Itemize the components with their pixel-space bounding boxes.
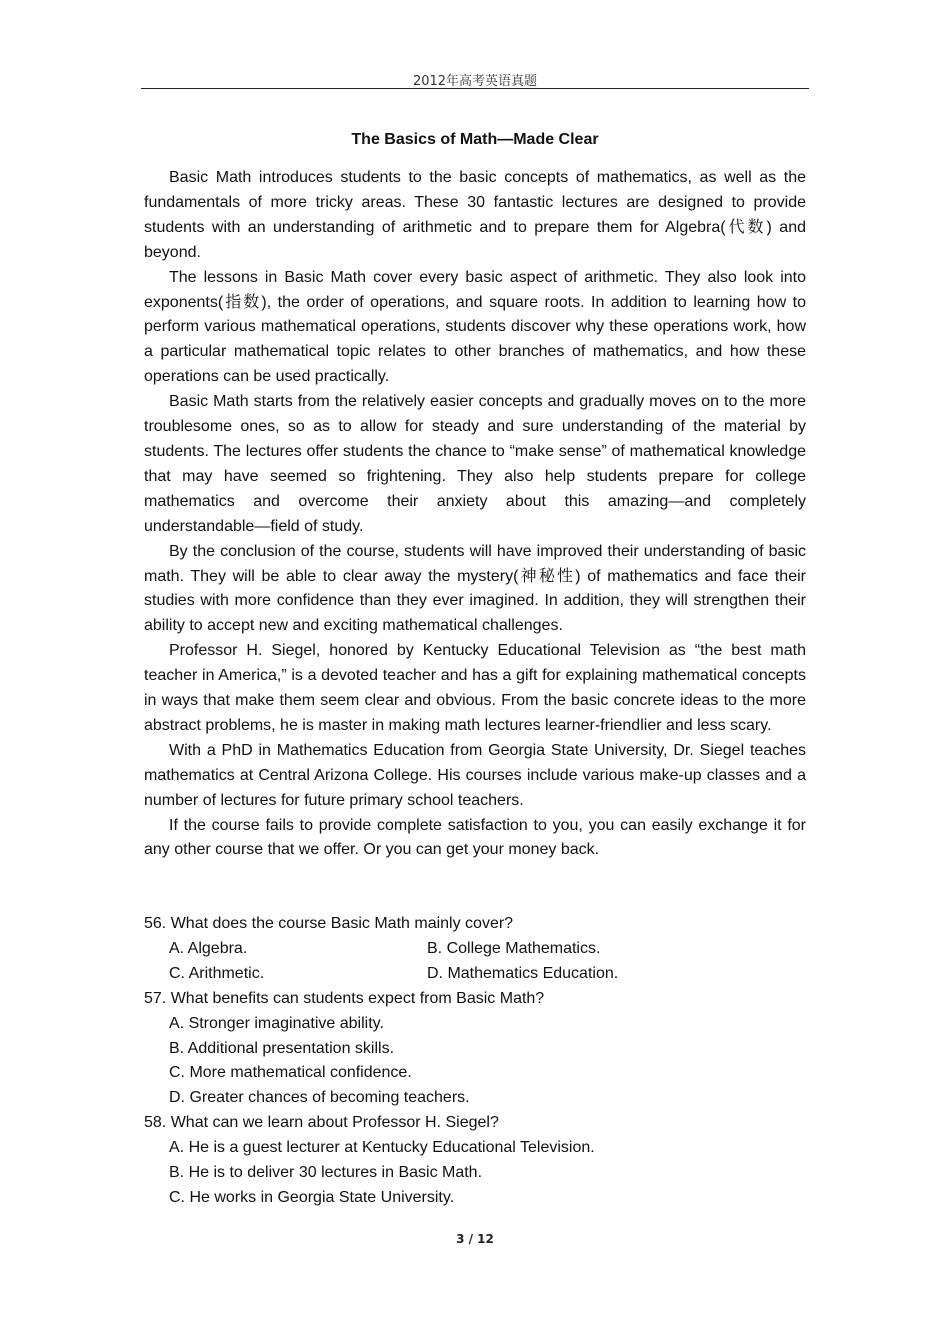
article-body — [144, 166, 806, 863]
question-58-option-b: B. He is to deliver 30 lectures in Basic Math. — [169, 1164, 483, 1182]
question-56-options-row-1 — [144, 937, 806, 962]
question-57-option-a: A. Stronger imaginative ability. — [169, 1014, 384, 1032]
article-paragraph: By the conclusion of the course, students will have improved their understanding of basic math. They will be able to clear away the mystery(神秘性) of mathematics and face their studies with more confidence than they ever imagined. In addition, they will strengthen their ability to accept new and exciting mathematical challenges. — [144, 542, 806, 635]
question-57-option-b: B. Additional presentation skills. — [169, 1039, 395, 1057]
article-paragraph: If the course fails to provide complete satisfaction to you, you can easily exchange it for any other course that we offer. Or you can get your money back. — [144, 816, 806, 859]
article-paragraph: Basic Math introduces students to the basic concepts of mathematics, as well as the fundamentals of more tricky areas. These 30 fantastic lectures are designed to provide students with an understanding of arithmetic and to prepare them for Algebra(代数) and beyond. — [144, 169, 806, 261]
question-56-options-row-2 — [144, 962, 806, 987]
article-title: The Basics of Math—Made Clear — [351, 131, 599, 148]
question-57-stem: 57. What benefits can students expect from Basic Math? — [144, 989, 545, 1007]
article-paragraph: Basic Math starts from the relatively easier concepts and gradually moves on to the more troublesome ones, so as to allow for steady and sure understanding of the material by students. The lectures offer students the chance to “make sense” of mathematical knowledge that may have seemed so frightening. They also help students prepare for college mathematics and overcome their anxiety about this amazing—and completely understandable—field of study. — [144, 393, 806, 535]
question-56-stem: 56. What does the course Basic Math mainly cover? — [144, 915, 514, 932]
page-header: 2012年高考英语真题 — [412, 74, 538, 89]
question-57-option-c: C. More mathematical confidence. — [169, 1064, 412, 1082]
question-56-option-a: A. Algebra. — [169, 939, 248, 957]
question-58-option-c: C. He works in Georgia State University. — [169, 1188, 455, 1206]
article-paragraph: The lessons in Basic Math cover every basic aspect of arithmetic. They also look into exponents(指数), the order of operations, and square roots. In addition to learning how to perform various mathematical operations, students discover why these operations work, how a particular mathematical topic relates to other branches of mathematics, and how these operations can be used practically. — [144, 268, 806, 386]
page-number: 3 / 12 — [456, 1232, 494, 1246]
question-57-option-d: D. Greater chances of becoming teachers. — [169, 1089, 470, 1107]
question-56-option-c: C. Arithmetic. — [169, 964, 265, 982]
question-56-option-b: B. College Mathematics. — [427, 939, 601, 957]
question-58-option-a: A. He is a guest lecturer at Kentucky Educational Television. — [169, 1139, 595, 1157]
question-list — [144, 912, 806, 1211]
article-paragraph: Professor H. Siegel, honored by Kentucky Educational Television as “the best math teacher in America,” is a devoted teacher and has a gift for explaining mathematical concepts in ways that make them seem clear and obvious. From the basic concrete ideas to the more abstract problems, he is master in making math lectures learner-friendlier and less scary. — [144, 642, 806, 734]
article-paragraph: With a PhD in Mathematics Education from Georgia State University, Dr. Siegel teaches mathematics at Central Arizona College. His courses include various make-up classes and a number of lectures for future primary school teachers. — [144, 741, 806, 809]
question-56-option-d: D. Mathematics Education. — [427, 964, 619, 982]
header-rule — [141, 88, 809, 89]
question-58-stem: 58. What can we learn about Professor H. Siegel? — [144, 1114, 499, 1132]
